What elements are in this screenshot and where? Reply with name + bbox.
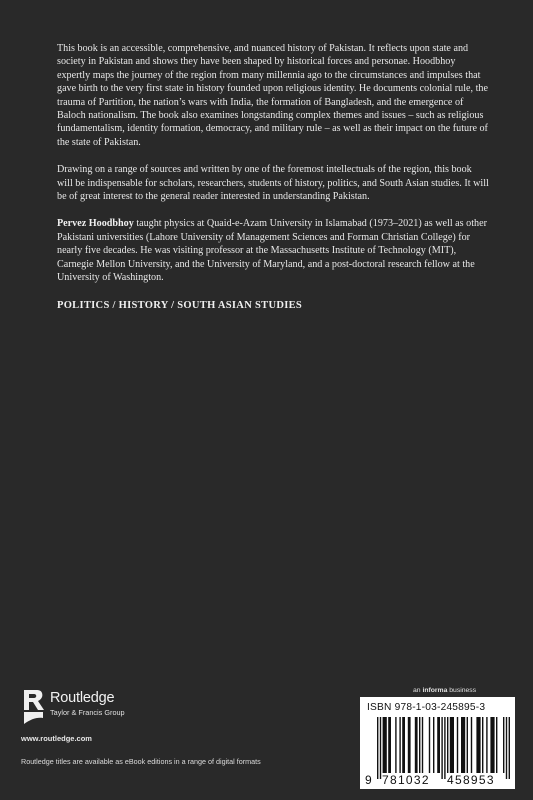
blurb-paragraph-1: This book is an accessible, comprehensive, and nuanced history of Pakistan. It reflects upon state and society in Pakistan and shows they have been shaped by historical forces and personae. Hoodbhoy expertly maps the journey of the region from many millennia ago to the circumstances and impulses that gave birth to the very first state in history founded upon religious identity. He documents colonial rule, the trauma of Partition, the nation’s wars with India, the formation of Bangladesh, and the emergence of Baloch nationalism. The book also examines longstanding complex themes and issues – such as religious fundamentalism, identity formation, democracy, and military rule – as well as their impact on the future of the state of Pakistan.: [57, 43, 488, 148]
barcode-bar: [450, 717, 454, 773]
subject-categories: POLITICS / HISTORY / SOUTH ASIAN STUDIES: [57, 299, 303, 311]
barcode-bar: [482, 717, 483, 773]
barcode-bar: [441, 717, 442, 779]
barcode-bar: [415, 717, 418, 773]
barcode-bar: [383, 717, 387, 773]
barcode-bar: [388, 717, 391, 773]
ebook-note: Routledge titles are available as eBook editions in a range of digital formats: [21, 757, 261, 766]
isbn-label: ISBN 978-1-03-245895-3: [367, 702, 486, 713]
barcode-bar: [437, 717, 440, 773]
barcode-bar: [471, 717, 472, 773]
barcode-bar: [395, 717, 396, 773]
barcode-bar: [433, 717, 434, 773]
author-bio: [57, 217, 489, 284]
publisher-name: Routledge: [50, 690, 115, 706]
barcode-digit-group-1: 781032: [382, 773, 430, 787]
barcode-digit-group-2: 458953: [447, 773, 495, 787]
barcode-bar: [422, 717, 423, 773]
barcode-bar: [461, 717, 465, 773]
author-name: Pervez Hoodbhoy: [57, 218, 134, 230]
barcode-bar: [490, 717, 494, 773]
barcode-bar: [503, 717, 504, 773]
author-bio-text: taught physics at Quaid-e-Azam University in Islamabad (1973–2021) as well as other Pakistani universities (Lahore University of Management Sciences and Forman Christian College) for nearly five decades. He was visiting professor at the Massachusetts Institute of Technology (MIT), Carnegie Mellon University, and the University of Maryland, and a post-doctoral research fellow at the University of Washington.: [57, 218, 487, 284]
informa-business-note: [413, 687, 476, 694]
informa-suffix: business: [447, 687, 477, 694]
barcode-bar: [419, 717, 420, 773]
blurb-text: [57, 42, 489, 326]
barcode-bar: [457, 717, 458, 773]
barcode-bar: [377, 717, 378, 779]
isbn-barcode: [360, 697, 515, 789]
barcode-bar: [380, 717, 381, 779]
barcode-bar: [506, 717, 507, 779]
barcode-digit-first: 9: [365, 773, 372, 787]
barcode-bar: [408, 717, 411, 773]
barcode-bar: [476, 717, 480, 773]
barcode-bar: [402, 717, 405, 773]
routledge-logo-icon: [21, 688, 47, 726]
barcode-bar: [496, 717, 497, 773]
barcode-bar: [486, 717, 487, 773]
informa-brand: informa: [422, 687, 448, 694]
barcode-bar: [399, 717, 400, 773]
informa-prefix: an: [413, 687, 423, 694]
barcode-bar: [509, 717, 510, 779]
publisher-website: www.routledge.com: [21, 734, 92, 743]
barcode-bar: [444, 717, 445, 779]
blurb-paragraph-2: Drawing on a range of sources and written by one of the foremost intellectuals of the region, this book will be indispensable for scholars, researchers, students of history, politics, and South Asian studies. It will be of great interest to the general reader interested in understanding Pakistan.: [57, 164, 489, 203]
barcode-bar: [447, 717, 448, 773]
barcode-bar: [467, 717, 468, 773]
publisher-group: Taylor & Francis Group: [50, 708, 125, 717]
barcode-bar: [429, 717, 430, 773]
